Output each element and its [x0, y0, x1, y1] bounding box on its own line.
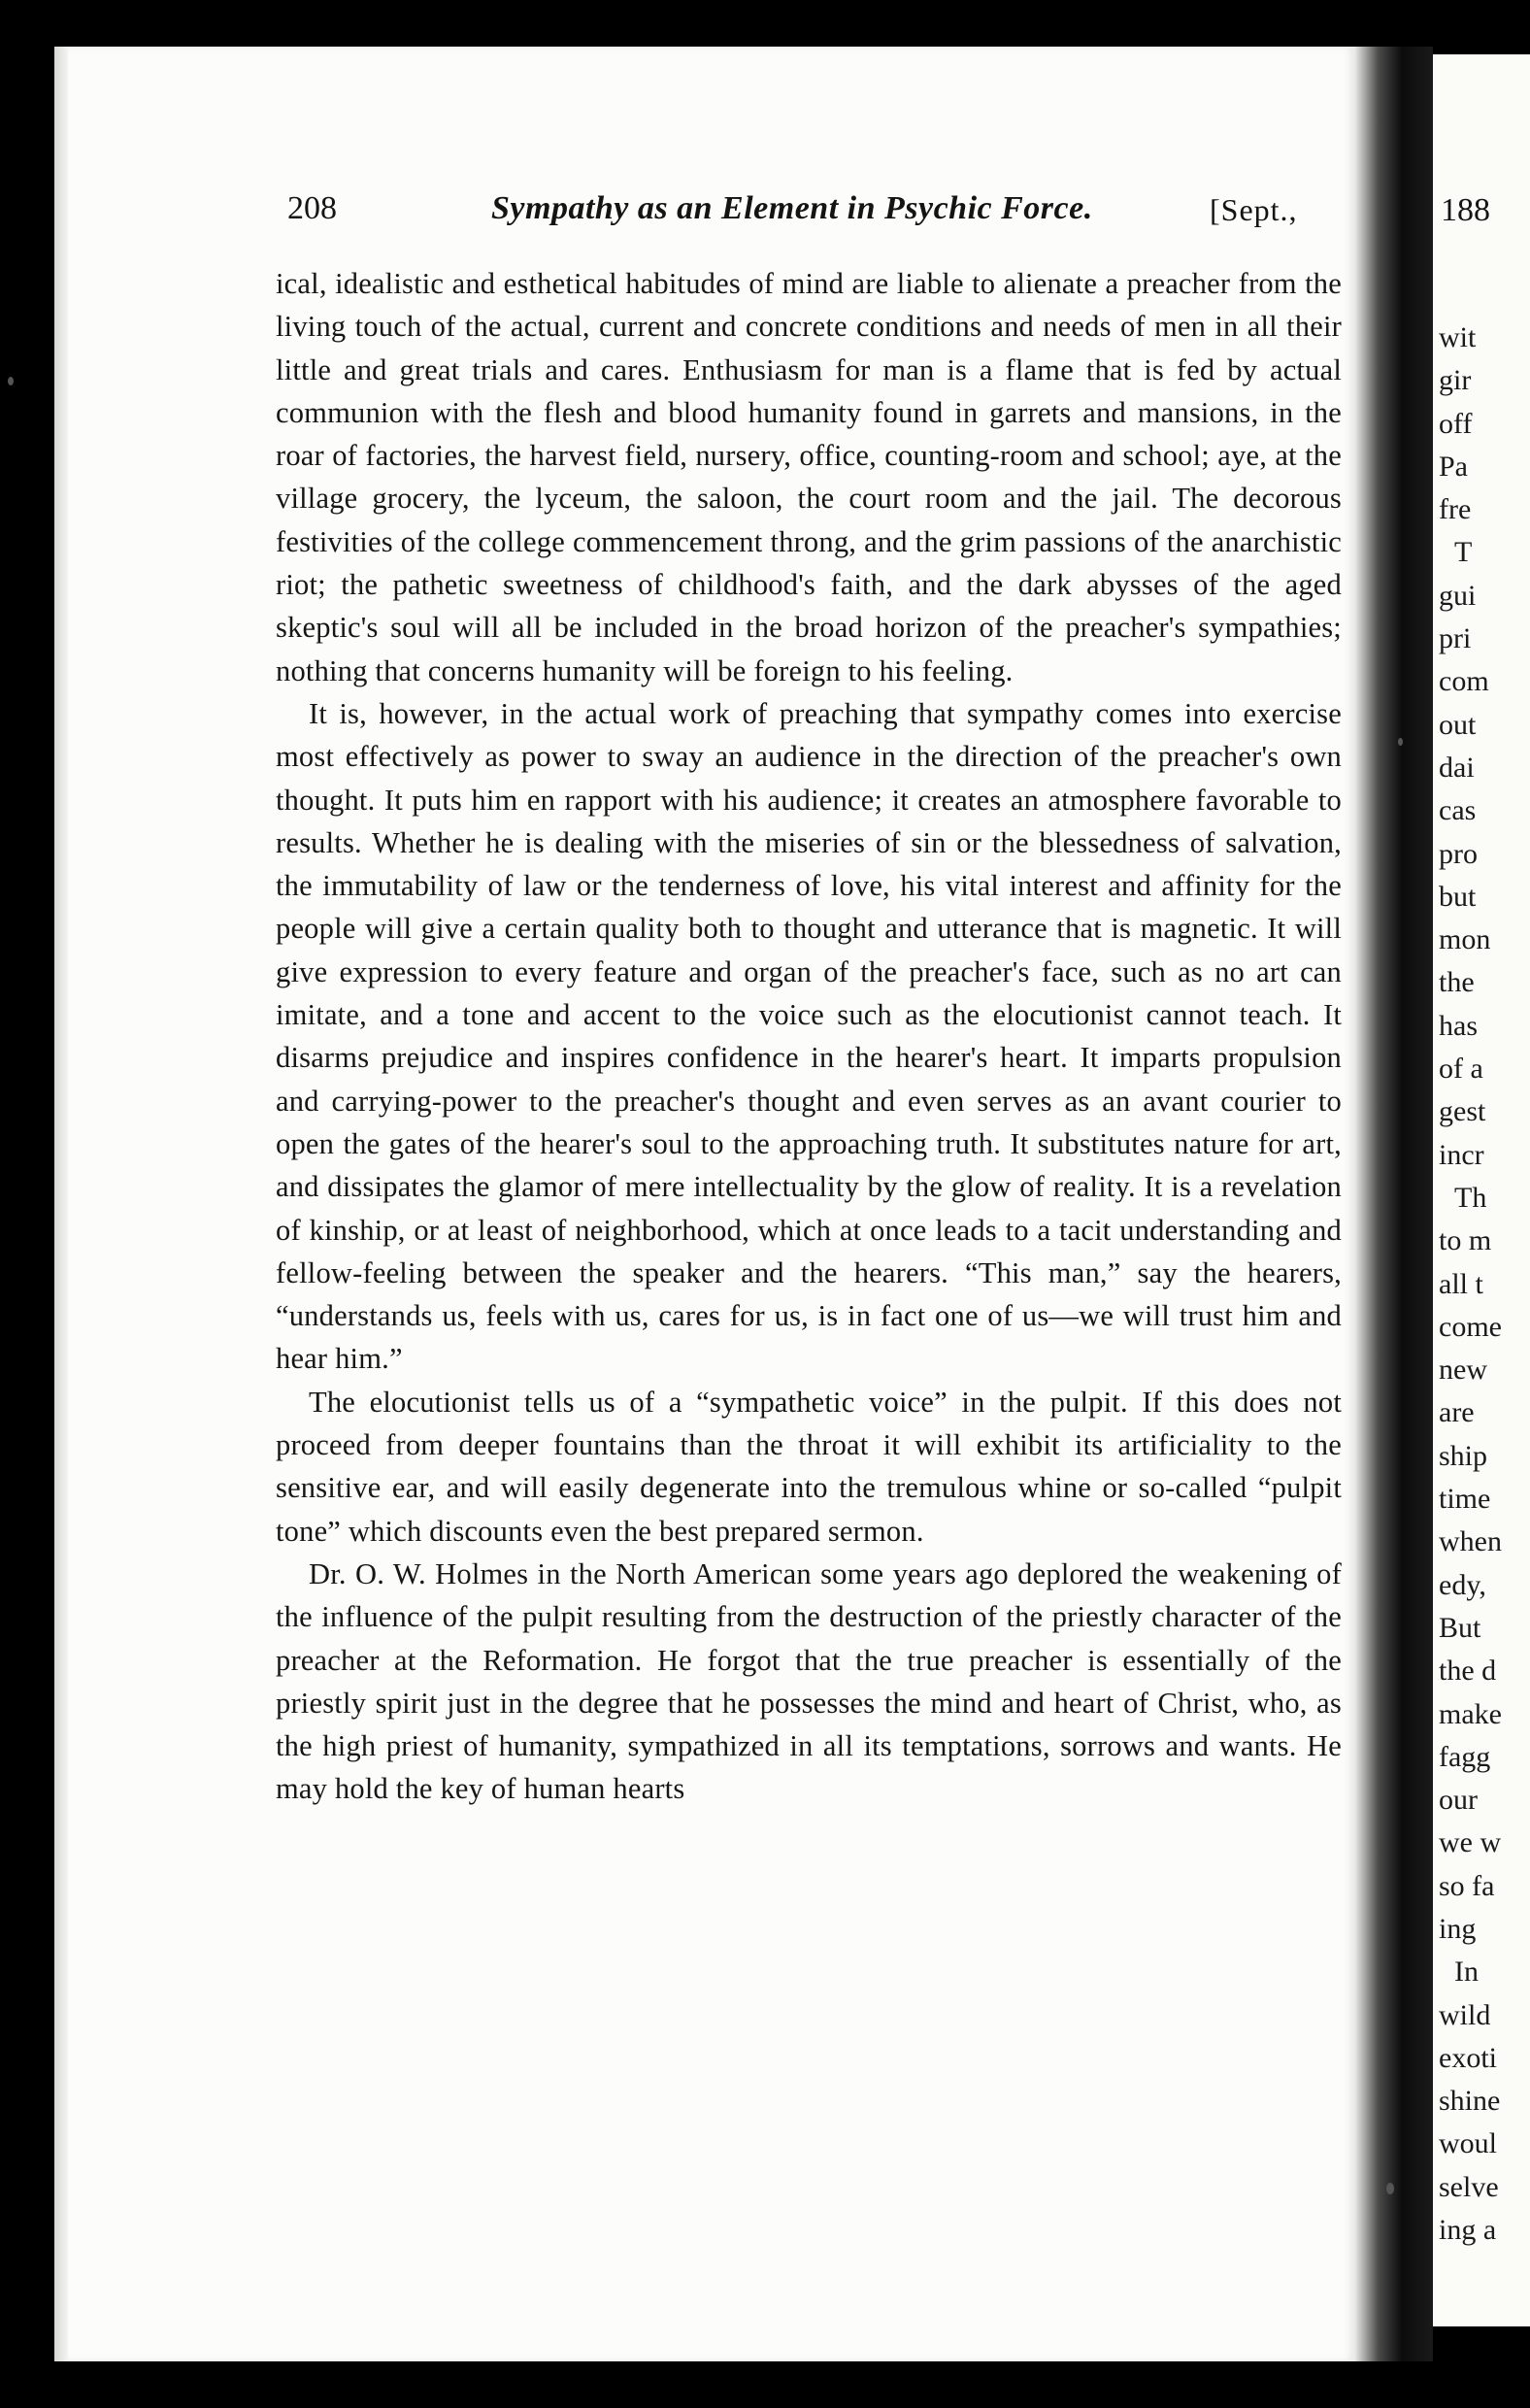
right-page-line: has [1439, 1009, 1478, 1042]
right-page-line: woul [1439, 2127, 1497, 2160]
right-page-line: edy, [1439, 1568, 1486, 1601]
paragraph: It is, however, in the actual work of preaching that sympathy comes into exercise most effectively as power to sway an audience in the direction of the preacher's own thought. It puts him en rapport with his audience; it creates an atmosphere favorable to results. Whether he is dealing with the miseries of sin or the blessedness of salvation, the immutability of law or the tenderness of love, his vital interest and affinity for the people will give a certain quality both to thought and utterance that is magnetic. It will give expression to every feature and organ of the preacher's face, such as no art can imitate, and a tone and accent to the voice such as the elocutionist cannot teach. It disarms prejudice and inspires confidence in the hearer's heart. It imparts propulsion and carrying-power to the preacher's thought and even serves as an avant courier to open the gates of the hearer's soul to the approaching truth. It substitutes nature for art, and dissipates the glamor of mere intellectuality by the glow of reality. It is a revelation of kinship, or at least of neighborhood, which at once leads to a tacit understanding and fellow-feeling between the speaker and the hearers. “This man,” say the hearers, “understands us, feels with us, cares for us, is in fact one of us—we will trust him and hear him.” [276, 696, 1342, 1376]
right-page-line: make [1439, 1697, 1502, 1730]
right-page-line: but [1439, 880, 1477, 913]
running-header [287, 190, 1355, 249]
right-page-line: wild [1439, 1998, 1491, 2031]
right-page-line: fre [1439, 493, 1472, 526]
paragraph: The elocutionist tells us of a “sympathetic voice” in the pulpit. If this does not proceed from deeper fountains than the throat it will exhibit its artificiality to the sensitive ear, and will easily degenerate into the tremulous whine or so-called “pulpit tone” which discounts even the best prepared sermon. [276, 1385, 1342, 1548]
scan-speck [1386, 2183, 1394, 2194]
right-page-line: gui [1439, 579, 1477, 612]
right-page-line: when [1439, 1525, 1502, 1558]
right-page-line: time [1439, 1483, 1491, 1516]
body-text [276, 262, 1342, 1811]
right-page-text [1433, 317, 1502, 2252]
right-page-line: so fa [1439, 1869, 1495, 1902]
right-page-line: new [1439, 1354, 1487, 1387]
right-page-line: our [1439, 1784, 1478, 1817]
right-page-line: ing [1439, 1912, 1477, 1945]
right-page-line: out [1439, 708, 1477, 741]
right-page-line: gest [1439, 1095, 1486, 1128]
right-page-number: 188 [1441, 192, 1490, 228]
scan-speck [8, 377, 14, 385]
right-page-line: we w [1439, 1826, 1502, 1859]
book-gutter [1355, 47, 1433, 2361]
running-title: Sympathy as an Element in Psychic Force. [491, 190, 1093, 226]
right-page-line: Pa [1439, 450, 1468, 483]
right-page-line: come [1439, 1310, 1502, 1343]
right-page-line: shine [1439, 2085, 1501, 2118]
page-edge [54, 47, 68, 2361]
right-page-line: wit [1439, 321, 1477, 353]
scan-speck [1398, 738, 1403, 746]
right-page-line: pro [1439, 837, 1478, 870]
right-page-line: off [1439, 407, 1473, 440]
right-page-line: ship [1439, 1439, 1488, 1472]
right-page-line: to m [1439, 1224, 1492, 1257]
right-page-line: selve [1439, 2170, 1499, 2203]
right-page-line: But [1439, 1611, 1481, 1644]
right-page-line: the d [1439, 1655, 1497, 1688]
paragraph: ical, idealistic and esthetical habitudes of mind are liable to alienate a preacher from the living touch of the actual, current and concrete conditions and needs of men in all their little and great trials and cares. Enthusiasm for man is a flame that is fed by actual communion with the flesh and blood humanity found in garrets and mansions, in the roar of factories, the harvest field, nursery, office, counting-room and school; aye, at the village grocery, the lyceum, the saloon, the court room and the jail. The decorous festivities of the college commencement throng, and the grim passions of the anarchistic riot; the pathetic sweetness of childhood's faith, and the dark abysses of the aged skeptic's soul will all be included in the broad horizon of the preacher's sympathies; nothing that concerns humanity will be foreign to his feeling. [276, 267, 1342, 687]
paragraph: Dr. O. W. Holmes in the North American some years ago deplored the weakening of the influence of the pulpit resulting from the destruction of the priestly character of the preacher at the Reformation. He forgot that the true preacher is essentially of the priestly spirit just in the degree that he possesses the mind and heart of Christ, who, as the high priest of humanity, sympathized in all its temptations, sorrows and wants. He may hold the key of human hearts [276, 1556, 1342, 1806]
right-page [1433, 54, 1530, 2326]
right-page-line: of a [1439, 1053, 1483, 1086]
right-page-line: fagg [1439, 1740, 1491, 1773]
right-page-line: all t [1439, 1267, 1483, 1300]
right-page-line: com [1439, 665, 1489, 698]
right-page-line: ing a [1439, 2214, 1497, 2247]
right-page-line: pri [1439, 622, 1472, 655]
right-page-line: exoti [1439, 2041, 1497, 2074]
right-page-line: cas [1439, 794, 1477, 827]
right-page-line: In [1454, 1956, 1479, 1989]
right-page-line: are [1439, 1396, 1475, 1429]
running-date: [Sept., [1210, 192, 1298, 227]
right-page-line: gir [1439, 364, 1472, 397]
right-page-line: incr [1439, 1138, 1484, 1171]
right-page-line: mon [1439, 923, 1491, 956]
right-page-line: Th [1454, 1181, 1487, 1214]
right-page-line: the [1439, 966, 1475, 999]
right-page-line: dai [1439, 751, 1475, 784]
right-page-line: T [1454, 536, 1473, 569]
page-number: 208 [287, 190, 337, 226]
